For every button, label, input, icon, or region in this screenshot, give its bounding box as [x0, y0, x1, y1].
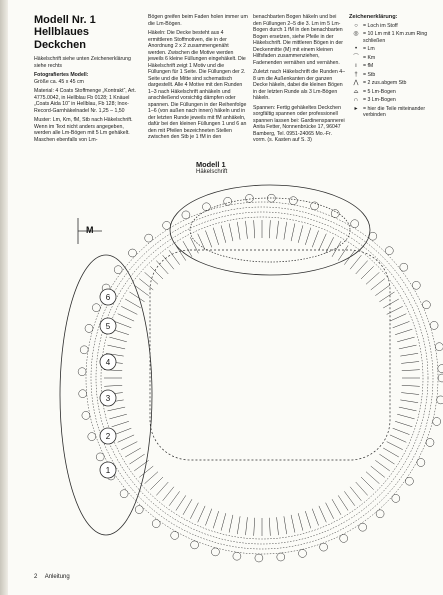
stitch-mark	[319, 234, 326, 250]
stitch-mark	[213, 511, 219, 528]
scallop-mark	[120, 490, 128, 498]
stitch-mark	[291, 224, 295, 242]
stitch-mark	[344, 491, 355, 506]
fill-number-label: 5	[105, 322, 111, 331]
border-ring	[101, 217, 423, 539]
scallop-mark	[145, 234, 153, 242]
stitch-mark	[326, 237, 334, 253]
stitch-mark	[393, 321, 410, 327]
legend-text: = fM	[363, 63, 374, 69]
stitch-mark	[205, 509, 211, 526]
scallop-mark	[359, 523, 367, 531]
legend-symbol-icon: ı	[355, 63, 357, 69]
stitch-mark	[395, 421, 412, 427]
scallop-mark	[163, 221, 171, 229]
legend-symbol-icon: ⌓	[353, 88, 359, 95]
stitch-mark	[169, 491, 180, 506]
scallop-mark	[88, 433, 96, 441]
scallop-mark	[437, 396, 443, 404]
stitch-mark	[190, 237, 198, 253]
stitch-mark	[269, 518, 270, 536]
stitch-mark	[383, 299, 399, 308]
stitch-mark	[390, 314, 406, 321]
scallop-mark	[438, 365, 443, 373]
stitch-mark	[269, 220, 270, 238]
stitch-mark	[183, 499, 192, 515]
stitch-mark	[254, 220, 255, 238]
stitch-mark	[298, 225, 303, 242]
stitch-mark	[312, 231, 318, 248]
intro-text: Häkelschrift siehe unten Zeichenerklärung siehe rechts	[34, 56, 131, 69]
scallop-mark	[422, 301, 430, 309]
stitch-mark	[145, 272, 158, 284]
scallop-mark	[311, 202, 319, 210]
stitch-mark	[291, 515, 295, 533]
stitch-mark	[229, 515, 233, 533]
fill-number-label: 6	[105, 293, 111, 302]
scallop-mark	[80, 346, 88, 354]
stitch-mark	[109, 414, 126, 419]
fill-number-label: 3	[105, 394, 111, 403]
stitch-mark	[112, 421, 129, 427]
stitch-mark	[121, 306, 137, 314]
stitch-mark	[305, 228, 311, 245]
stitch-mark	[356, 482, 368, 495]
legend-symbol-icon: ⋀	[353, 80, 359, 86]
stitch-mark	[350, 255, 361, 269]
legend-text: = Loch im Stoff	[363, 22, 398, 29]
stitch-mark	[361, 266, 374, 279]
scallop-mark	[135, 506, 143, 514]
stitch-mark	[163, 487, 174, 501]
scallop-mark	[435, 343, 443, 351]
fabric-panel	[150, 250, 390, 460]
legend-symbol-icon: ⌒	[352, 54, 359, 61]
stitch-mark	[387, 442, 403, 450]
stitch-mark	[319, 506, 326, 522]
scallop-mark	[78, 368, 86, 376]
scallop-mark	[400, 263, 408, 271]
scallop-mark	[351, 220, 359, 228]
stitch-mark	[371, 279, 385, 290]
fill-number-label: 1	[105, 466, 111, 475]
fill-number-label: 2	[105, 432, 111, 441]
stitch-mark	[198, 506, 205, 522]
stitch-mark	[145, 472, 158, 484]
stitch-mark	[115, 321, 132, 327]
stitch-mark	[118, 314, 134, 321]
fill-number-label: 4	[105, 358, 111, 367]
scallop-mark	[182, 211, 190, 219]
stitch-mark	[371, 466, 385, 477]
stitch-mark	[190, 503, 198, 519]
stitch-mark	[400, 400, 418, 403]
stitch-mark	[150, 477, 163, 490]
scallop-mark	[79, 390, 87, 398]
scallop-mark	[289, 197, 297, 205]
scallop-mark	[412, 281, 420, 289]
stitch-mark	[221, 225, 226, 242]
border-ring	[86, 202, 438, 554]
stitch-mark	[183, 241, 192, 257]
scallop-mark	[438, 374, 443, 382]
stitch-mark	[338, 246, 348, 261]
scallop-mark	[224, 197, 232, 205]
stitch-mark	[130, 454, 145, 464]
size-title: Fotografiertes Modell:	[34, 72, 89, 78]
stitch-mark	[312, 509, 318, 526]
legend-symbol-icon: •	[354, 46, 358, 52]
stitch-mark	[156, 261, 168, 274]
stitch-mark	[237, 516, 240, 534]
stitch-mark	[379, 292, 394, 302]
stitch-mark	[397, 414, 414, 419]
stitch-mark	[390, 435, 406, 442]
page-footer	[34, 574, 76, 580]
stitch-mark	[401, 362, 419, 364]
stitch-mark	[254, 518, 255, 536]
scallop-mark	[171, 531, 179, 539]
stitch-mark	[397, 337, 414, 342]
legend-text: = 2 zus.abgem Stb	[363, 80, 407, 86]
col2-para-2: Häkeln: Die Decke besteht aus 4 ermittleren Stoffmotiven, die in der Anordnung 2 x 2 zusammengenäht werden. Zwischen die Motive werden jeweils 6 kleine Füllungen eingehäkelt. Die Häkelschrift zeigt 1 Motiv und die Füllungen für 1 Seite. Die Füllungen der 2. Seite und die Mitte sind schematisch dargestellt. Alle 4 Motive mit den Runden 1–3 nach Häkelschrift anhäkeln und anschließend vorsichtig dämpfen oder spannen. Die Füllungen in der Reihenfolge 1–6 (von außen nach innen) häkeln und in der letzten Runde jeweils mit fM anhäkeln, dafür bei den kleinen Füllungen 1 und 6 an den mit Pfeilen bezeichneten Stellen zwischen den Stb je 1 fM in den	[148, 30, 247, 140]
stitch-mark	[332, 241, 341, 257]
scallop-mark	[96, 453, 104, 461]
scallop-mark	[430, 321, 438, 329]
stitch-mark	[361, 477, 374, 490]
scallop-mark	[376, 510, 384, 518]
stitch-mark	[108, 345, 126, 349]
stitch-mark	[400, 353, 418, 356]
scallop-mark	[114, 266, 122, 274]
scallop-mark	[129, 249, 137, 257]
legend-symbol-icon: †	[354, 71, 358, 78]
scallop-mark	[245, 194, 253, 202]
stitch-mark	[277, 517, 279, 535]
stitch-mark	[366, 272, 379, 284]
stitch-mark	[356, 261, 368, 274]
stitch-mark	[387, 306, 403, 314]
legend-title: Zeichenerklärung:	[349, 14, 398, 20]
scallop-mark	[299, 549, 307, 557]
col3-para-1: benachbarten Bogen häkeln und bei den Füllungen 2–5 die 3. Lm im 5 Lm-Bogen durch 1 fM in den benachbarten Bogen ersetzen, siehe Pfeile in der Häkelschrift. Die mittleren Bögen in der Deckenmitte (M) mit einem kleinen Hilfsfaden zusammenziehen, Fadenenden vernähen und vernähen.	[253, 14, 343, 66]
scallop-mark	[417, 459, 425, 467]
model-title: Modell Nr. 1	[34, 14, 96, 26]
stitch-mark	[229, 224, 233, 242]
stitch-mark	[246, 517, 248, 535]
scallop-mark	[320, 543, 328, 551]
stitch-mark	[139, 466, 153, 477]
stitch-mark	[125, 299, 141, 308]
diagram-heading	[196, 161, 227, 176]
stitch-mark	[176, 495, 186, 510]
legend-text: = 10 Lm mit 1 Km zum Ring schließen	[363, 31, 428, 44]
stitch-mark	[399, 345, 417, 349]
stitch-mark	[402, 385, 420, 386]
stitch-mark	[338, 495, 348, 510]
scallop-mark	[202, 203, 210, 211]
legend-text: = Lm	[363, 46, 375, 52]
stitch-mark	[237, 222, 240, 240]
border-ring	[91, 207, 433, 549]
scallop-mark	[233, 552, 241, 560]
stitch-mark	[332, 499, 341, 515]
scallop-mark	[433, 418, 441, 426]
scallop-mark	[92, 304, 100, 312]
stitch-mark	[125, 448, 141, 457]
stitch-mark	[246, 221, 248, 239]
stitch-mark	[198, 234, 205, 250]
stitch-mark	[284, 516, 287, 534]
stitch-mark	[393, 428, 410, 434]
stitch-mark	[163, 255, 174, 269]
stitch-mark	[399, 407, 417, 411]
scallop-mark	[255, 554, 263, 562]
scallop-mark	[392, 494, 400, 502]
legend-symbol-icon: ◎	[353, 31, 359, 37]
scallop-mark	[331, 210, 339, 218]
stitch-mark	[375, 285, 390, 296]
scallop-mark	[85, 324, 93, 332]
col2-para-1: Bögen greifen beim Faden holen immer um die Lm-Bögen.	[148, 14, 248, 27]
stitch-mark	[395, 329, 412, 335]
stitch-mark	[108, 407, 126, 411]
stitch-mark	[366, 472, 379, 484]
diagram-title: Modell 1	[196, 160, 226, 169]
scallop-mark	[426, 439, 434, 447]
stitch-mark	[375, 460, 390, 471]
stitch-mark	[277, 221, 279, 239]
page-number: 2	[34, 574, 38, 580]
col3-para-2: Zuletzt nach Häkelschrift die Runden 4–8 um die Außenkanten der ganzen Decke häkeln, dabei die kleinen Bögen in der letzten Runde als 3 Lm-Bögen häkeln.	[253, 69, 345, 101]
scallop-mark	[277, 553, 285, 561]
stitch-mark	[205, 231, 211, 248]
stitch-mark	[221, 513, 226, 530]
stitch-mark	[305, 511, 311, 528]
legend-text: = hier die Teile miteinander verbinden	[363, 105, 426, 118]
muster-text: Muster: Lm, Km, fM, Stb nach Häkelschrift. Wenn im Text nicht anders angegeben, werden alle Lm-Bögen mit 5 Lm gehäkelt. Maschen ebenfalls von Lm-	[34, 117, 133, 143]
stitch-mark	[383, 448, 399, 457]
legend-text: = Stb	[363, 71, 376, 78]
stitch-mark	[118, 435, 134, 442]
stitch-mark	[284, 222, 287, 240]
material-text: Material: 4 Coats Stoffmenge „Kontrakt“, Art. 4775.0042, in Hellblau Fb 0128; 1 Knäuel „Coats Aida 10“ in Hellblau, Fb 128; Inox-Record-Garnhäkelnadel Nr. 1,25 – 1,50	[34, 88, 136, 114]
scallop-mark	[340, 534, 348, 542]
center-marker-label: M	[86, 225, 94, 235]
stitch-mark	[104, 385, 122, 386]
stitch-mark	[402, 370, 420, 371]
stitch-mark	[401, 393, 419, 395]
scallop-mark	[82, 411, 90, 419]
stitch-mark	[109, 337, 126, 342]
stitch-mark	[379, 454, 394, 464]
stitch-mark	[298, 513, 303, 530]
model-subtitle: Hellblaues Deckchen	[34, 26, 90, 51]
legend-text: = Km	[363, 54, 376, 61]
legend-text: = 3 Lm-Bogen	[363, 97, 396, 103]
legend-symbol-icon: ○	[354, 22, 358, 29]
stitch-mark	[169, 250, 180, 265]
footer-label: Anleitung	[44, 574, 70, 580]
stitch-mark	[130, 292, 145, 302]
stitch-mark	[115, 428, 132, 434]
legend-symbol-icon: ▸	[354, 105, 358, 112]
size-text: Größe ca. 45 x 45 cm	[34, 78, 84, 85]
stitch-mark	[326, 503, 334, 519]
stitch-mark	[350, 487, 361, 501]
scallop-mark	[385, 247, 393, 255]
scallop-mark	[405, 477, 413, 485]
col3-para-3: Spannen: Fertig gehäkeltes Deckchen sorgfältig spannen oder professionell spannen lassen bei: Gardinenspannerei Anita Fetter, Nonnenbrücke 17, 96047 Bamberg, Tel. 0951-24065 Mo.-Fr. vorm. (s. Kasten auf S. 3)	[253, 104, 345, 143]
stitch-mark	[156, 482, 168, 495]
scallop-mark	[152, 520, 160, 528]
stitch-mark	[213, 228, 219, 245]
stitch-mark	[121, 442, 137, 450]
legend-text: = 5 Lm-Bogen	[363, 88, 396, 95]
diagram-subtitle: Häkelschrift	[196, 169, 228, 175]
scallop-mark	[191, 541, 199, 549]
legend-symbol-icon: ∩	[353, 97, 359, 103]
scallop-mark	[211, 548, 219, 556]
